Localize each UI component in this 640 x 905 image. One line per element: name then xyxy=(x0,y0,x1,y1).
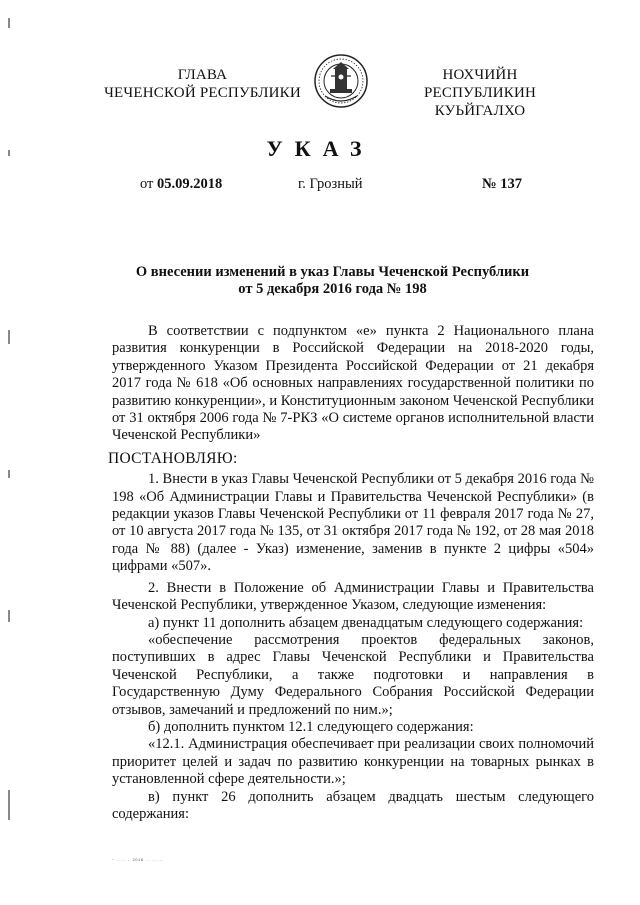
decree-number xyxy=(482,176,522,193)
item-2b-paragraph: б) дополнить пунктом 12.1 следующего содержания: xyxy=(148,718,474,735)
decree-word: ПОСТАНОВЛЯЮ: xyxy=(108,449,238,467)
scan-edge-mark xyxy=(8,470,10,478)
scan-edge-mark xyxy=(8,790,10,820)
letterhead-left xyxy=(100,66,305,102)
coat-of-arms-emblem-icon xyxy=(313,52,369,110)
letterhead-left-line2: ЧЕЧЕНСКОЙ РЕСПУБЛИКИ xyxy=(104,85,301,101)
letterhead-right-line1: НОХЧИЙН РЕСПУБЛИКИН xyxy=(423,67,537,101)
letterhead-left-line1: ГЛАВА xyxy=(177,67,228,83)
decree-date xyxy=(140,176,222,193)
item-2a-text-paragraph: «обеспечение рассмотрения проектов федеральных законов, поступивших в адрес Главы Чеченской Республики и Правительства Чеченской Республики, а также подготовки и направления в Государственную Думу Федерального Собрания Российской Федерации отзывов, замечаний и предложений по ним.»; xyxy=(112,631,594,718)
item-2b-text-paragraph: «12.1. Администрация обеспечивает при реализации своих полномочий приоритет целей и задач по развитию конкуренции на товарных рынках в установленной сфере деятельности.»; xyxy=(112,736,594,788)
decree-date-prefix: от xyxy=(140,176,158,192)
decree-city: г. Грозный xyxy=(298,176,363,192)
decree-number-prefix: № xyxy=(482,176,501,192)
item-1-paragraph: 1. Внести в указ Главы Чеченской Республики от 5 декабря 2016 года № 198 «Об Администрации Главы и Правительства Чеченской Республики» (в редакции указов Главы Чеченской Республики от 11 февраля 2017 года № 27, от 10 августа 2017 года № 135, от 31 октября 2017 года № 192, от 28 мая 2018 года № 88) (далее - Указ) изменение, заменив в пункте 2 цифры «504» цифрами «507». xyxy=(112,471,594,575)
item-2v-paragraph: в) пункт 26 дополнить абзацем двадцать шестым следующего содержания: xyxy=(112,788,594,822)
scan-edge-mark xyxy=(8,610,10,622)
scan-edge-mark xyxy=(8,330,10,344)
decree-subject-line2: от 5 декабря 2016 года № 198 xyxy=(238,281,427,297)
decree-body xyxy=(108,323,594,823)
letterhead-right-line2: КУЬЙГАЛХО xyxy=(434,103,526,119)
document-title: УКАЗ xyxy=(266,136,374,161)
scan-edge-mark xyxy=(8,18,10,28)
decree-subject-line1: О внесении изменений в указ Главы Чеченской Республики xyxy=(135,264,530,280)
decree-date-value: 05.09.2018 xyxy=(157,176,223,192)
item-2a-paragraph: а) пункт 11 дополнить абзацем двенадцатым следующего содержания: xyxy=(148,614,584,631)
decree-number-value: 137 xyxy=(500,176,522,192)
item-2-paragraph: 2. Внести в Положение об Администрации Главы и Правительства Чеченской Республики, утвержденное Указом, следующие изменения: xyxy=(112,579,594,614)
letterhead-right xyxy=(385,66,575,120)
footer-file-code: ~ .. ... .. 2018 ... ... ... xyxy=(112,857,163,862)
decree-subject xyxy=(110,264,555,298)
preamble-paragraph: В соответствии с подпунктом «е» пункта 2 Национального плана развития конкуренции в Российской Федерации на 2018-2020 годы, утвержденного Указом Президента Российской Федерации от 21 декабря 2017 года № 618 «Об основных направлениях государственной политики по развитию конкуренции», и Конституционным законом Чеченской Республики от 31 октября 2006 года № 7-РКЗ «О системе органов исполнительной власти Чеченской Республики» xyxy=(112,323,594,444)
